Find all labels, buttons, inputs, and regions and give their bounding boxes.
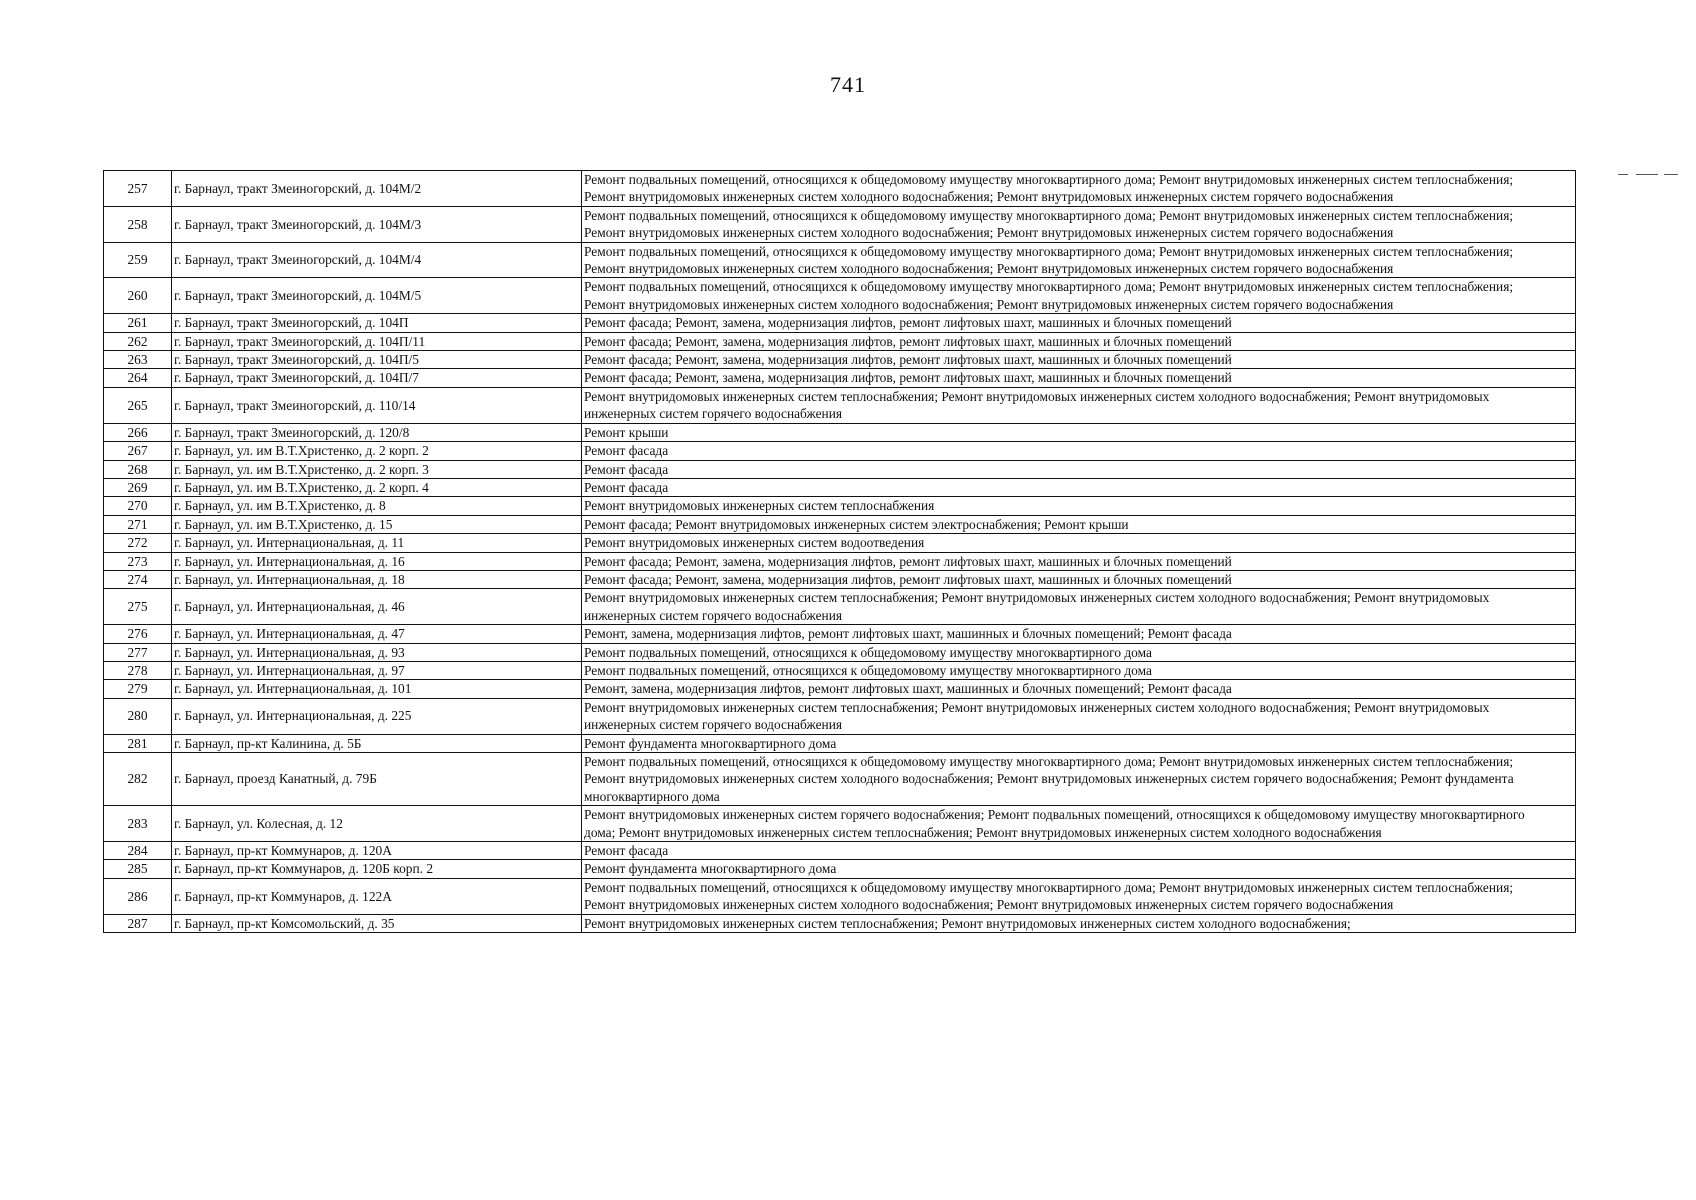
- work-types-cell: Ремонт подвальных помещений, относящихся к общедомовому имуществу многоквартирного дома; Ремонт внутридомовых инженерных систем теплоснабжения; Ремонт внутридомовых инженерных систем холодного водоснабжения; Ремонт внутридомовых инженерных систем горячего водоснабжения: [582, 878, 1576, 914]
- work-types-cell: Ремонт подвальных помещений, относящихся к общедомовому имуществу многоквартирного дома; Ремонт внутридомовых инженерных систем теплоснабжения; Ремонт внутридомовых инженерных систем холодного водоснабжения; Ремонт внутридомовых инженерных систем горячего водоснабжения: [582, 242, 1576, 278]
- row-number-cell: 281: [104, 734, 172, 752]
- row-number-cell: 277: [104, 643, 172, 661]
- work-types-cell: Ремонт фундамента многоквартирного дома: [582, 860, 1576, 878]
- address-cell: г. Барнаул, пр-кт Комсомольский, д. 35: [172, 914, 582, 932]
- row-number-cell: 275: [104, 589, 172, 625]
- table-row: [104, 242, 1576, 278]
- address-cell: г. Барнаул, ул. Интернациональная, д. 46: [172, 589, 582, 625]
- table-row: [104, 369, 1576, 387]
- table-row: [104, 842, 1576, 860]
- row-number-cell: 271: [104, 515, 172, 533]
- work-types-cell: Ремонт фасада; Ремонт, замена, модернизация лифтов, ремонт лифтовых шахт, машинных и блочных помещений: [582, 332, 1576, 350]
- table-row: [104, 860, 1576, 878]
- repair-program-table-wrap: [103, 170, 1575, 933]
- address-cell: г. Барнаул, тракт Змеиногорский, д. 104М/5: [172, 278, 582, 314]
- row-number-cell: 268: [104, 460, 172, 478]
- work-types-cell: Ремонт внутридомовых инженерных систем теплоснабжения; Ремонт внутридомовых инженерных систем холодного водоснабжения; Ремонт внутридомовых инженерных систем горячего водоснабжения: [582, 387, 1576, 423]
- table-row: [104, 351, 1576, 369]
- row-number-cell: 263: [104, 351, 172, 369]
- work-types-cell: Ремонт внутридомовых инженерных систем горячего водоснабжения; Ремонт подвальных помещений, относящихся к общедомовому имуществу многоквартирного дома; Ремонт внутридомовых инженерных систем теплоснабжения; Ремонт внутридомовых инженерных систем холодного водоснабжения: [582, 806, 1576, 842]
- address-cell: г. Барнаул, ул. Интернациональная, д. 47: [172, 625, 582, 643]
- table-row: [104, 460, 1576, 478]
- work-types-cell: Ремонт фасада: [582, 842, 1576, 860]
- table-row: [104, 806, 1576, 842]
- work-types-cell: Ремонт внутридомовых инженерных систем теплоснабжения; Ремонт внутридомовых инженерных систем холодного водоснабжения;: [582, 914, 1576, 932]
- address-cell: г. Барнаул, пр-кт Калинина, д. 5Б: [172, 734, 582, 752]
- table-row: [104, 878, 1576, 914]
- row-number-cell: 264: [104, 369, 172, 387]
- address-cell: г. Барнаул, тракт Змеиногорский, д. 104П/5: [172, 351, 582, 369]
- work-types-cell: Ремонт подвальных помещений, относящихся к общедомовому имуществу многоквартирного дома; Ремонт внутридомовых инженерных систем теплоснабжения; Ремонт внутридомовых инженерных систем холодного водоснабжения; Ремонт внутридомовых инженерных систем горячего водоснабжения; Ремонт фундамента многоквартирного дома: [582, 753, 1576, 806]
- address-cell: г. Барнаул, пр-кт Коммунаров, д. 122А: [172, 878, 582, 914]
- table-row: [104, 698, 1576, 734]
- work-types-cell: Ремонт, замена, модернизация лифтов, ремонт лифтовых шахт, машинных и блочных помещений; Ремонт фасада: [582, 680, 1576, 698]
- work-types-cell: Ремонт подвальных помещений, относящихся к общедомовому имуществу многоквартирного дома: [582, 661, 1576, 679]
- table-row: [104, 570, 1576, 588]
- table-row: [104, 278, 1576, 314]
- table-row: [104, 753, 1576, 806]
- row-number-cell: 279: [104, 680, 172, 698]
- row-number-cell: 262: [104, 332, 172, 350]
- table-row: [104, 552, 1576, 570]
- row-number-cell: 265: [104, 387, 172, 423]
- address-cell: г. Барнаул, тракт Змеиногорский, д. 104П/7: [172, 369, 582, 387]
- table-row: [104, 314, 1576, 332]
- table-row: [104, 589, 1576, 625]
- row-number-cell: 280: [104, 698, 172, 734]
- table-row: [104, 171, 1576, 207]
- address-cell: г. Барнаул, тракт Змеиногорский, д. 104М/4: [172, 242, 582, 278]
- work-types-cell: Ремонт, замена, модернизация лифтов, ремонт лифтовых шахт, машинных и блочных помещений; Ремонт фасада: [582, 625, 1576, 643]
- work-types-cell: Ремонт фасада; Ремонт, замена, модернизация лифтов, ремонт лифтовых шахт, машинных и блочных помещений: [582, 369, 1576, 387]
- table-row: [104, 478, 1576, 496]
- table-row: [104, 643, 1576, 661]
- scan-artifact: [1618, 174, 1628, 175]
- row-number-cell: 267: [104, 442, 172, 460]
- row-number-cell: 278: [104, 661, 172, 679]
- table-row: [104, 332, 1576, 350]
- address-cell: г. Барнаул, тракт Змеиногорский, д. 110/14: [172, 387, 582, 423]
- work-types-cell: Ремонт фасада; Ремонт, замена, модернизация лифтов, ремонт лифтовых шахт, машинных и блочных помещений: [582, 351, 1576, 369]
- repair-program-table: [103, 170, 1576, 933]
- row-number-cell: 270: [104, 497, 172, 515]
- row-number-cell: 266: [104, 423, 172, 441]
- work-types-cell: Ремонт внутридомовых инженерных систем водоотведения: [582, 534, 1576, 552]
- scan-artifact: [1664, 174, 1678, 175]
- row-number-cell: 261: [104, 314, 172, 332]
- row-number-cell: 269: [104, 478, 172, 496]
- table-row: [104, 515, 1576, 533]
- address-cell: г. Барнаул, тракт Змеиногорский, д. 120/8: [172, 423, 582, 441]
- row-number-cell: 260: [104, 278, 172, 314]
- work-types-cell: Ремонт фундамента многоквартирного дома: [582, 734, 1576, 752]
- table-body: [104, 171, 1576, 933]
- work-types-cell: Ремонт внутридомовых инженерных систем теплоснабжения; Ремонт внутридомовых инженерных систем холодного водоснабжения; Ремонт внутридомовых инженерных систем горячего водоснабжения: [582, 589, 1576, 625]
- address-cell: г. Барнаул, тракт Змеиногорский, д. 104П/11: [172, 332, 582, 350]
- table-row: [104, 387, 1576, 423]
- table-row: [104, 206, 1576, 242]
- scan-artifact: [1636, 174, 1658, 175]
- row-number-cell: 286: [104, 878, 172, 914]
- address-cell: г. Барнаул, ул. им В.Т.Христенко, д. 8: [172, 497, 582, 515]
- work-types-cell: Ремонт подвальных помещений, относящихся к общедомовому имуществу многоквартирного дома; Ремонт внутридомовых инженерных систем теплоснабжения; Ремонт внутридомовых инженерных систем холодного водоснабжения; Ремонт внутридомовых инженерных систем горячего водоснабжения: [582, 278, 1576, 314]
- table-row: [104, 734, 1576, 752]
- row-number-cell: 257: [104, 171, 172, 207]
- address-cell: г. Барнаул, ул. Интернациональная, д. 18: [172, 570, 582, 588]
- row-number-cell: 259: [104, 242, 172, 278]
- work-types-cell: Ремонт фасада; Ремонт, замена, модернизация лифтов, ремонт лифтовых шахт, машинных и блочных помещений: [582, 570, 1576, 588]
- work-types-cell: Ремонт крыши: [582, 423, 1576, 441]
- table-row: [104, 497, 1576, 515]
- work-types-cell: Ремонт внутридомовых инженерных систем теплоснабжения; Ремонт внутридомовых инженерных систем холодного водоснабжения; Ремонт внутридомовых инженерных систем горячего водоснабжения: [582, 698, 1576, 734]
- address-cell: г. Барнаул, пр-кт Коммунаров, д. 120Б корп. 2: [172, 860, 582, 878]
- work-types-cell: Ремонт фасада; Ремонт, замена, модернизация лифтов, ремонт лифтовых шахт, машинных и блочных помещений: [582, 314, 1576, 332]
- address-cell: г. Барнаул, проезд Канатный, д. 79Б: [172, 753, 582, 806]
- row-number-cell: 285: [104, 860, 172, 878]
- work-types-cell: Ремонт фасада; Ремонт внутридомовых инженерных систем электроснабжения; Ремонт крыши: [582, 515, 1576, 533]
- address-cell: г. Барнаул, ул. им В.Т.Христенко, д. 2 корп. 4: [172, 478, 582, 496]
- address-cell: г. Барнаул, ул. Интернациональная, д. 97: [172, 661, 582, 679]
- address-cell: г. Барнаул, тракт Змеиногорский, д. 104М/2: [172, 171, 582, 207]
- table-row: [104, 661, 1576, 679]
- address-cell: г. Барнаул, ул. Колесная, д. 12: [172, 806, 582, 842]
- address-cell: г. Барнаул, ул. Интернациональная, д. 11: [172, 534, 582, 552]
- table-row: [104, 914, 1576, 932]
- page-number: 741: [830, 72, 866, 97]
- row-number-cell: 282: [104, 753, 172, 806]
- table-row: [104, 625, 1576, 643]
- row-number-cell: 284: [104, 842, 172, 860]
- address-cell: г. Барнаул, ул. им В.Т.Христенко, д. 2 корп. 3: [172, 460, 582, 478]
- row-number-cell: 274: [104, 570, 172, 588]
- row-number-cell: 272: [104, 534, 172, 552]
- row-number-cell: 276: [104, 625, 172, 643]
- table-row: [104, 534, 1576, 552]
- table-row: [104, 423, 1576, 441]
- work-types-cell: Ремонт фасада: [582, 460, 1576, 478]
- row-number-cell: 258: [104, 206, 172, 242]
- address-cell: г. Барнаул, ул. Интернациональная, д. 101: [172, 680, 582, 698]
- work-types-cell: Ремонт подвальных помещений, относящихся к общедомовому имуществу многоквартирного дома: [582, 643, 1576, 661]
- address-cell: г. Барнаул, ул. Интернациональная, д. 16: [172, 552, 582, 570]
- row-number-cell: 273: [104, 552, 172, 570]
- work-types-cell: Ремонт внутридомовых инженерных систем теплоснабжения: [582, 497, 1576, 515]
- work-types-cell: Ремонт фасада; Ремонт, замена, модернизация лифтов, ремонт лифтовых шахт, машинных и блочных помещений: [582, 552, 1576, 570]
- address-cell: г. Барнаул, ул. им В.Т.Христенко, д. 2 корп. 2: [172, 442, 582, 460]
- address-cell: г. Барнаул, пр-кт Коммунаров, д. 120А: [172, 842, 582, 860]
- work-types-cell: Ремонт фасада: [582, 478, 1576, 496]
- table-row: [104, 680, 1576, 698]
- work-types-cell: Ремонт подвальных помещений, относящихся к общедомовому имуществу многоквартирного дома; Ремонт внутридомовых инженерных систем теплоснабжения; Ремонт внутридомовых инженерных систем холодного водоснабжения; Ремонт внутридомовых инженерных систем горячего водоснабжения: [582, 206, 1576, 242]
- row-number-cell: 283: [104, 806, 172, 842]
- address-cell: г. Барнаул, тракт Змеиногорский, д. 104П: [172, 314, 582, 332]
- address-cell: г. Барнаул, ул. Интернациональная, д. 225: [172, 698, 582, 734]
- table-row: [104, 442, 1576, 460]
- work-types-cell: Ремонт подвальных помещений, относящихся к общедомовому имуществу многоквартирного дома; Ремонт внутридомовых инженерных систем теплоснабжения; Ремонт внутридомовых инженерных систем холодного водоснабжения; Ремонт внутридомовых инженерных систем горячего водоснабжения: [582, 171, 1576, 207]
- row-number-cell: 287: [104, 914, 172, 932]
- address-cell: г. Барнаул, тракт Змеиногорский, д. 104М/3: [172, 206, 582, 242]
- address-cell: г. Барнаул, ул. Интернациональная, д. 93: [172, 643, 582, 661]
- work-types-cell: Ремонт фасада: [582, 442, 1576, 460]
- address-cell: г. Барнаул, ул. им В.Т.Христенко, д. 15: [172, 515, 582, 533]
